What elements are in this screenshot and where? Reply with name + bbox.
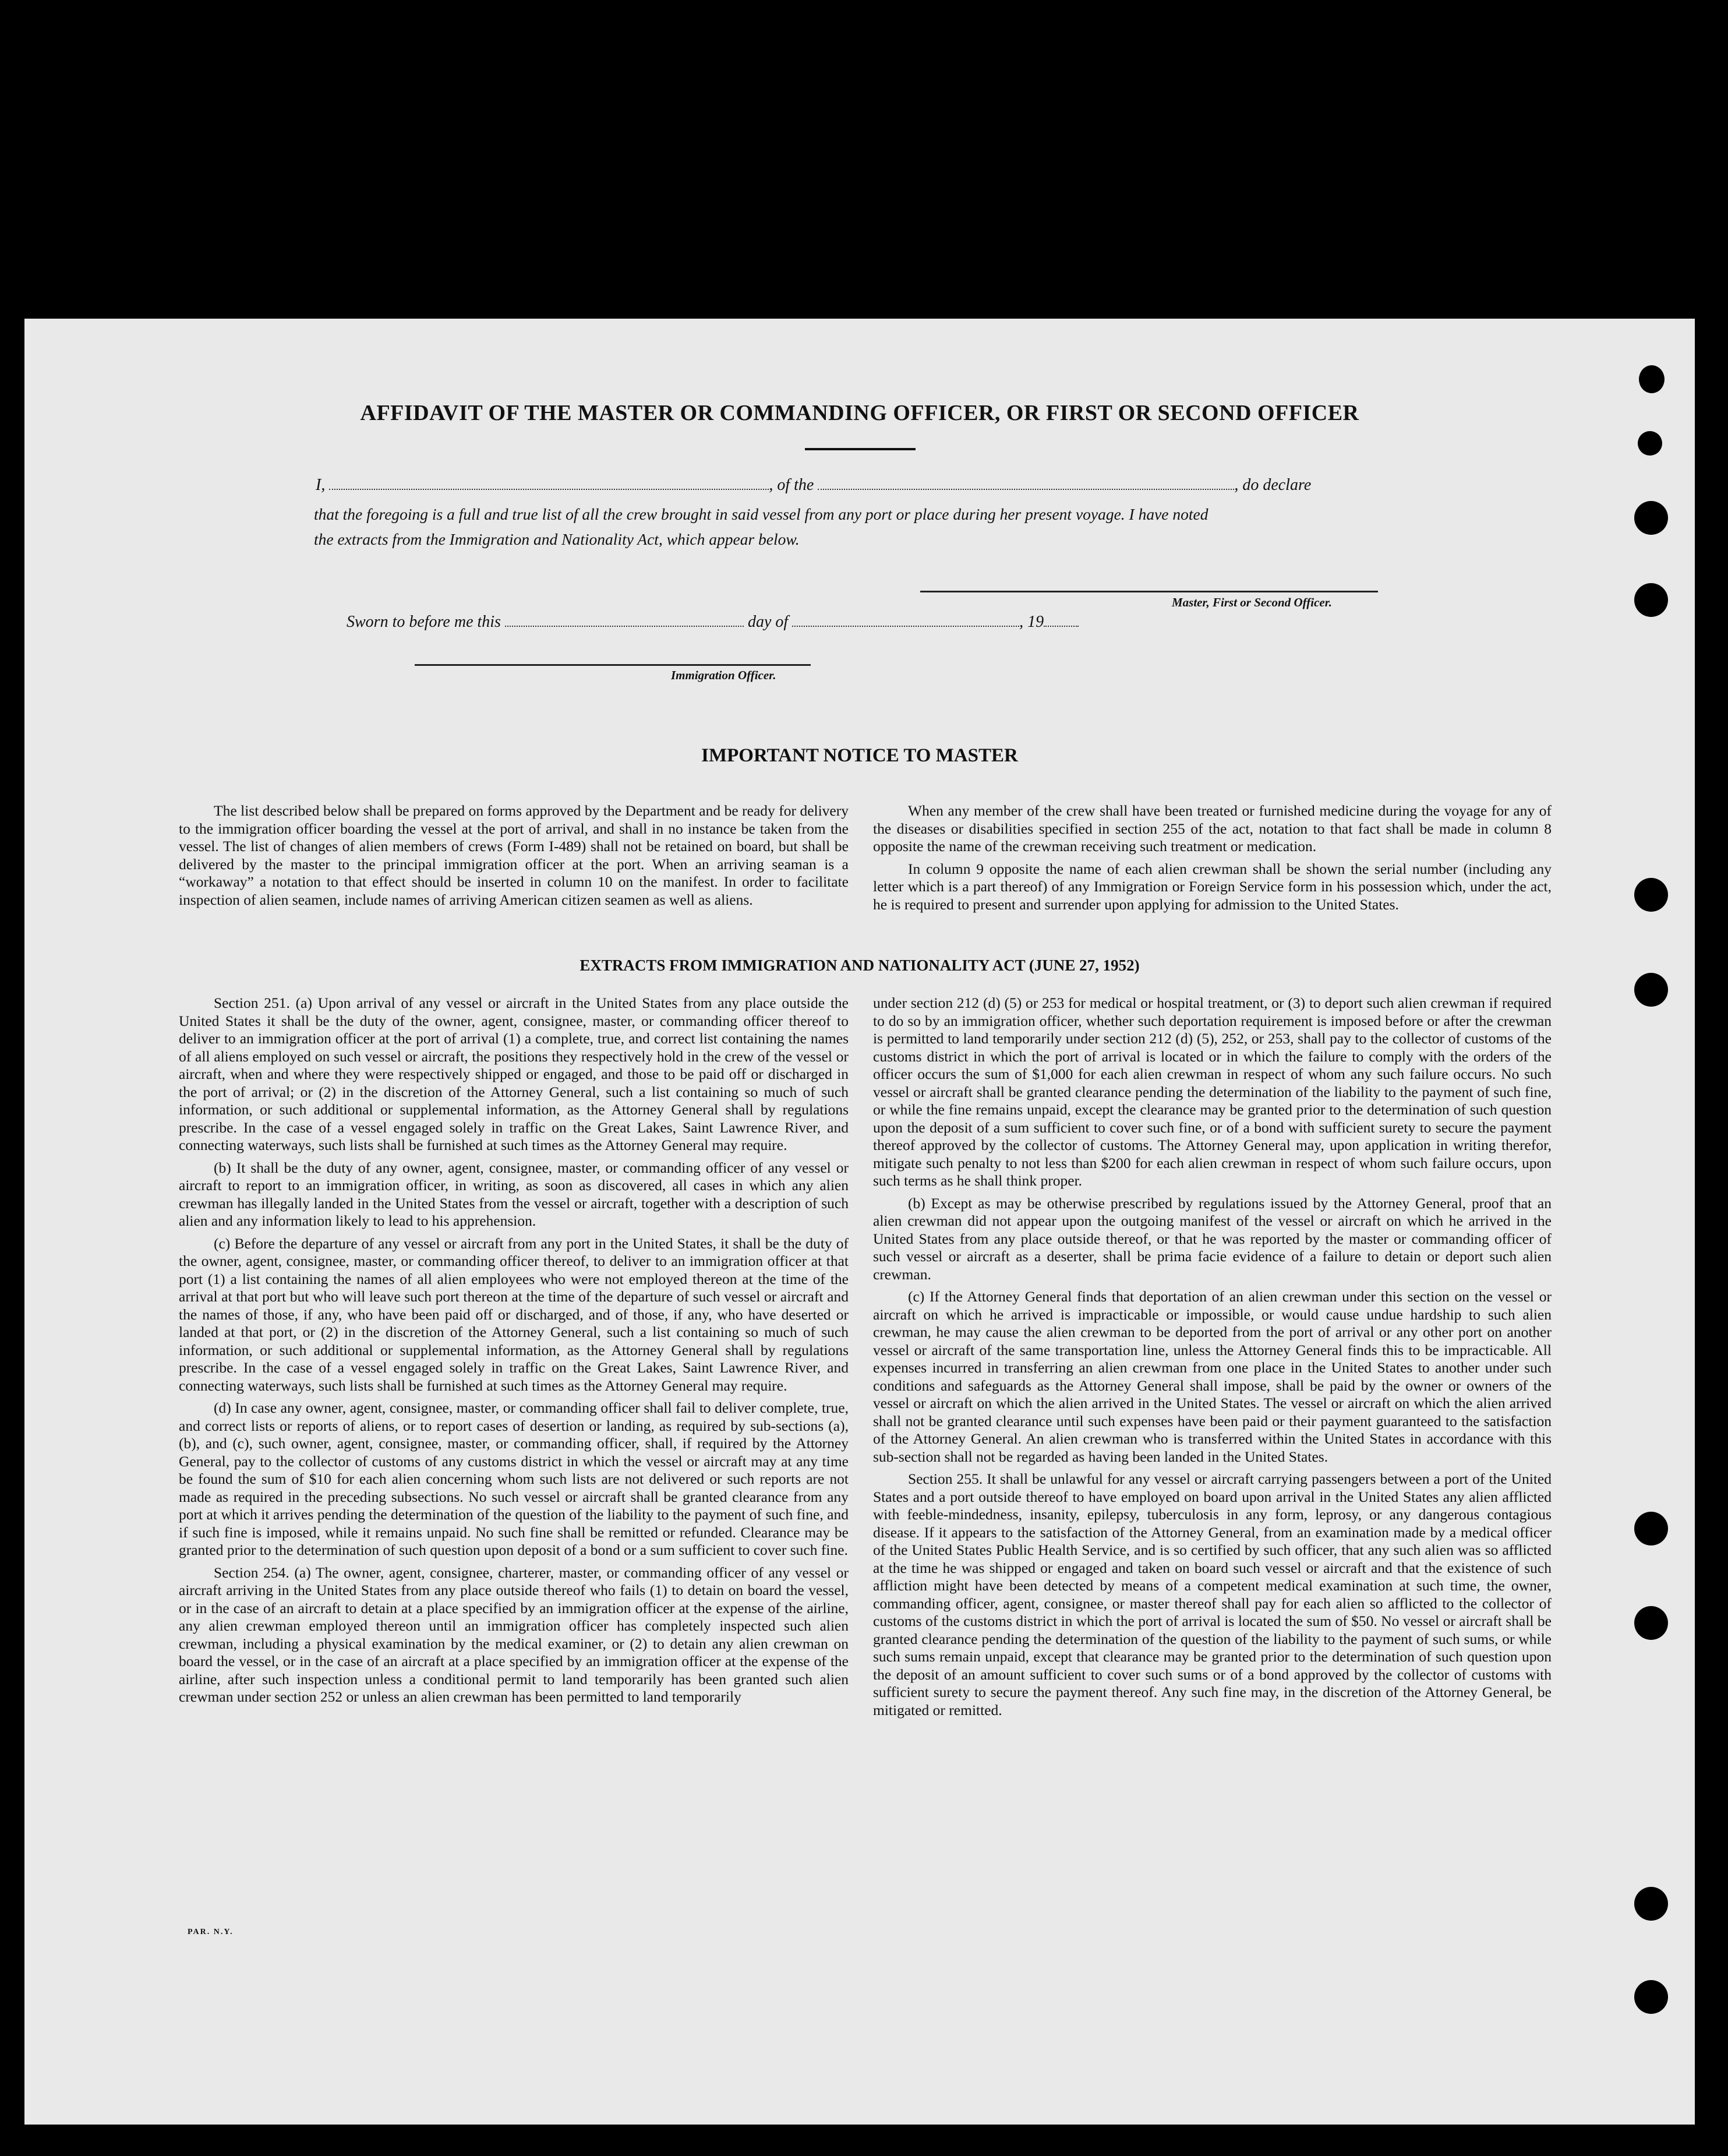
printer-mark: PAR. N.Y. — [188, 1928, 234, 1936]
notice-title: IMPORTANT NOTICE TO MASTER — [701, 745, 1018, 766]
sworn-month-field[interactable] — [792, 613, 1019, 627]
punch-hole — [1634, 1512, 1668, 1545]
i-label: I, — [316, 476, 326, 494]
section-251-c: (c) Before the departure of any vessel or aircraft from any port in the United States, it shall be the duty of the owner, agent, consignee, master, or commanding officer thereof, to deliver to an immigration officer at that port (1) a list containing the names of all alien employees who were not employed thereon at the time of the arrival at that port but who will leave such port thereon at the time of the departure of such vessel or aircraft and the names of those, if any, who have been paid off or discharged, and of those, if any, who have deserted or landed at that port, or (2) in the discretion of the Attorney General, such a list containing so much of such information, or such additional or supplemental information, as the Attorney General shall by regulations prescribe. In the case of a vessel engaged solely in traffic on the Great Lakes, Saint Lawrence River, and connecting waterways, such lists shall be furnished at such times as the Attorney General may require. — [179, 1234, 849, 1394]
year-label: , 19 — [1019, 613, 1044, 631]
section-251-b: (b) It shall be the duty of any owner, agent, consignee, master, or commanding officer of any vessel or aircraft to report to an immigration officer, in writing, as soon as discovered, all cases in which any alien crewman has illegally landed in the United States from the vessel or aircraft, together with a description of such alien and any information likely to lead to his apprehension. — [179, 1159, 849, 1229]
notice-right-paragraph-2: In column 9 opposite the name of each alien crewman shall be shown the serial number (including any letter which is a part thereof) of any Immigration or Foreign Service form in his possession which, under the act, he is required to present and surrender upon applying for admission to the United States. — [873, 860, 1552, 913]
day-of-label: day of — [747, 613, 789, 631]
sworn-label: Sworn to before me this — [347, 613, 501, 631]
section-254-b: (b) Except as may be otherwise prescribed by regulations issued by the Attorney General, proof that an alien crewman did not appear upon the outgoing manifest of the vessel or aircraft on which he arrived in the United States from any place outside thereof, or that he was reported by the master or commanding officer of such vessel or aircraft as a deserter, shall be prima facie evidence of a failure to detain or deport such alien crewman. — [873, 1194, 1552, 1283]
notice-right-paragraph-1: When any member of the crew shall have been treated or furnished medicine during the voyage for any of the diseases or disabilities specified in section 255 of the act, notation to that fact shall be made in column 8 opposite the name of the crewman receiving such treatment or medication. — [873, 802, 1552, 855]
section-251-d: (d) In case any owner, agent, consignee, master, or commanding officer shall fail to deliver complete, true, and correct lists or reports of aliens, or to report cases of desertion or landing, as required by sub-sections (a), (b), and (c), such owner, agent, consignee, master, or commanding officer, shall, if required by the Attorney General, pay to the collector of customs of any customs district in which the vessel or aircraft may at any time be found the sum of $10 for each alien concerning whom such lists are not delivered or such reports are not made as required in the preceding subsections. No such vessel or aircraft shall be granted clearance from any port at which it arrives pending the determination of the question of the liability to the payment of such fine, and if such fine is imposed, while it remains unpaid. No such fine shall be remitted or refunded. Clearance may be granted prior to the determination of such question upon deposit of a bond or a sum sufficient to cover such fine. — [179, 1399, 849, 1558]
declaration-line — [316, 476, 1311, 495]
sworn-line — [347, 613, 1079, 631]
punch-hole — [1634, 1980, 1668, 2014]
sworn-day-field[interactable] — [505, 613, 744, 627]
extracts-title: EXTRACTS FROM IMMIGRATION AND NATIONALITY ACT (JUNE 27, 1952) — [579, 957, 1140, 974]
statement-line-1: that the foregoing is a full and true list of all the crew brought in said vessel from any port or place during her present voyage. I have noted — [314, 505, 1208, 523]
extracts-left-column — [179, 994, 849, 1711]
master-caption: Master, First or Second Officer. — [1172, 595, 1332, 609]
section-251-a: Section 251. (a) Upon arrival of any vessel or aircraft in the United States from any place outside the United States it shall be the duty of the owner, agent, consignee, master, or commanding officer thereof to deliver to an immigration officer at the port of arrival (1) a complete, true, and correct list containing the names of all aliens employed on such vessel or aircraft, the positions they respectively hold in the crew of the vessel or aircraft, when and where they were respectively shipped or engaged, and those to be paid off or discharged in the port of arrival; or (2) in the discretion of the Attorney General, such a list containing so much of such information, or such additional or supplemental information, as the Attorney General shall by regulations prescribe. In the case of a vessel engaged solely in traffic on the Great Lakes, Saint Lawrence River, and connecting waterways, such lists shall be furnished at such times as the Attorney General may require. — [179, 994, 849, 1153]
punch-hole — [1639, 365, 1665, 393]
punch-hole — [1634, 1887, 1668, 1921]
document-page — [24, 319, 1695, 2125]
officer-signature-line[interactable] — [415, 664, 811, 666]
master-signature-line[interactable] — [920, 591, 1378, 592]
notice-left-paragraph: The list described below shall be prepared on forms approved by the Department and be ready for delivery to the immigration officer boarding the vessel at the port of arrival, and shall in no instance be taken from the vessel. The list of changes of alien members of crews (Form I-489) shall not be retained on board, but shall be delivered by the master to the principal immigration officer at the port. When an arriving seaman is a “workaway” a notation to that effect should be inserted in column 10 on the manifest. In order to facilitate inspection of alien seamen, include names of arriving American citizen seamen as well as aliens. — [179, 802, 849, 908]
punch-hole — [1634, 501, 1668, 535]
section-254-c: (c) If the Attorney General finds that deportation of an alien crewman under this section on the vessel or aircraft on which he arrived is impracticable or impossible, or would cause undue hardship to such alien crewman, he may cause the alien crewman to be deported from the port of arrival or any other port on another vessel or aircraft of the same transportation line, unless the Attorney General finds this to be impracticable. All expenses incurred in transferring an alien crewman from one place in the United States to another under such conditions and safeguards as the Attorney General shall impose, shall be paid by the owner or owners of the vessel or aircraft on which the alien arrived in the United States. The vessel or aircraft on which the alien arrived shall not be granted clearance until such expenses have been paid or their payment guaranteed to the satisfaction of the Attorney General. An alien crewman who is transferred within the United States in accordance with this sub-section shall not be regarded as having been landed in the United States. — [873, 1288, 1552, 1465]
punch-hole — [1634, 878, 1668, 912]
notice-left-column — [179, 802, 849, 913]
notice-right-column — [873, 802, 1552, 918]
sworn-year-field[interactable] — [1044, 613, 1079, 627]
section-255: Section 255. It shall be unlawful for any vessel or aircraft carrying passengers between a port of the United States and a port outside thereof to have employed on board upon arrival in the United States any alien afflicted with feeble-mindedness, insanity, epilepsy, tuberculosis in any form, leprosy, or any dangerous contagious disease. If it appears to the satisfaction of the Attorney General, from an examination made by a medical officer of the United States Public Health Service, and is so certified by such officer, that any such alien was so afflicted at the time he was shipped or engaged and taken on board such vessel or aircraft and that the existence of such affliction might have been detected by means of a competent medical examination at such time, the owner, commanding officer, agent, consignee, or master thereof shall pay for each alien so afflicted to the collector of customs of the customs district in which the port of arrival is located the sum of $50. No vessel or aircraft shall be granted clearance pending the determination of the question of the liability to the payment of such sums, or while such sums remain unpaid, except that clearance may be granted prior to the determination of such question upon the deposit of an amount sufficient to cover such sums or of a bond approved by the collector of customs with sufficient surety to secure the payment thereof. Any such fine may, in the discretion of the Attorney General, be mitigated or remitted. — [873, 1470, 1552, 1719]
punch-hole — [1638, 431, 1662, 456]
punch-hole — [1634, 973, 1668, 1007]
name-field[interactable] — [329, 476, 769, 490]
section-254-a-continued: under section 212 (d) (5) or 253 for medical or hospital treatment, or (3) to deport such alien crewman if required to do so by an immigration officer, whether such deportation requirement is imposed before or after the crewman is permitted to land temporarily under section 212 (d) (5), 252, or 253, shall pay to the collector of customs of the customs district in which the port of arrival is located or in which the failure to comply with the orders of the officer occurs the sum of $1,000 for each alien crewman in respect of whom any such failure occurs. No such vessel or aircraft shall be granted clearance pending the determination of the liability to the payment of such fine, or while the fine remains unpaid, except the clearance may be granted prior to the determination of such question upon the deposit of a sum sufficient to cover such fine, or of a bond with sufficient surety to secure the payment thereof approved by the collector of customs. The Attorney General may, upon application in writing therefor, mitigate such penalty to not less than $200 for each alien crewman in respect of whom such failure occurs, upon such terms as he shall think proper. — [873, 994, 1552, 1189]
section-254-a: Section 254. (a) The owner, agent, consignee, charterer, master, or commanding officer of any vessel or aircraft arriving in the United States from any place outside thereof who fails (1) to detain on board the vessel, or in the case of an aircraft to detain at a place specified by an immigration officer at the expense of the airline, any alien crewman employed thereon until an immigration officer has completely inspected such alien crewman, including a physical examination by the medical examiner, or (2) to detain any alien crewman on board the vessel, or in the case of an aircraft at a place specified by an immigration officer at the expense of the airline, after such inspection unless a conditional permit to land temporarily has been granted such alien crewman under section 252 or unless an alien crewman has been permitted to land temporarily — [179, 1564, 849, 1705]
extracts-right-column — [873, 994, 1552, 1724]
do-declare-label: , do declare — [1234, 476, 1312, 494]
statement-line-2: the extracts from the Immigration and Nationality Act, which appear below. — [314, 530, 800, 548]
affidavit-title: AFFIDAVIT OF THE MASTER OR COMMANDING OFFICER, OR FIRST OR SECOND OFFICER — [360, 401, 1359, 425]
officer-caption: Immigration Officer. — [671, 668, 776, 682]
vessel-field[interactable] — [818, 476, 1234, 490]
title-rule — [805, 448, 916, 450]
punch-hole — [1634, 1606, 1668, 1640]
punch-hole — [1634, 583, 1668, 617]
of-the-label: , of the — [769, 476, 814, 494]
